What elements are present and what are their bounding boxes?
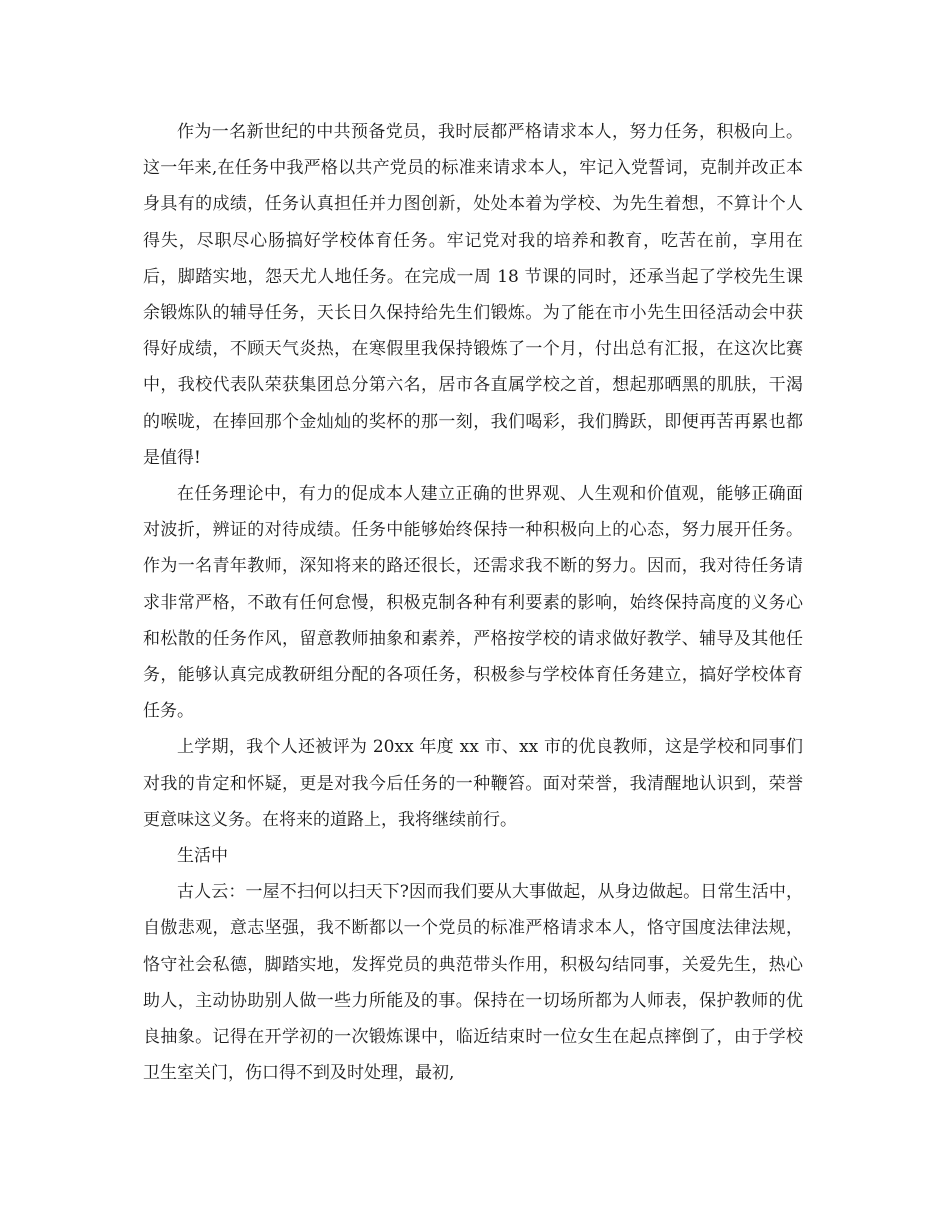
paragraph-3: 上学期，我个人还被评为 20xx 年度 xx 市、xx 市的优良教师，这是学校和同事们对我的肯定和怀疑，更是对我今后任务的一种鞭笞。面对荣誉，我清醒地认识到，荣誉更意味这义务。在将来的道路上，我将继续前行。	[143, 737, 803, 830]
paragraph-4: 古人云：一屋不扫何以扫天下?因而我们要从大事做起，从身边做起。日常生活中，自傲悲观，意志坚强，我不断都以一个党员的标准严格请求本人，恪守国度法律法规，恪守社会私德，脚踏实地，发挥党员的典范带头作用，积极勾结同事，关爱先生，热心助人，主动协助别人做一些力所能及的事。保持在一切场所都为人师表，保护教师的优良抽象。记得在开学初的一次锻炼课中，临近结束时一位女生在起点摔倒了，由于学校卫生室关门，伤口得不到及时处理，最初,	[143, 882, 803, 1084]
paragraph-1: 作为一名新世纪的中共预备党员，我时辰都严格请求本人，努力任务，积极向上。这一年来,在任务中我严格以共产党员的标准来请求本人，牢记入党誓词，克制并改正本身具有的成绩，任务认真担任并力图创新，处处本着为学校、为先生着想，不算计个人得失，尽职尽心肠搞好学校体育任务。牢记党对我的培养和教育，吃苦在前，享用在后，脚踏实地，怨天尤人地任务。在完成一周 18 节课的同时，还承当起了学校先生课余锻炼队的辅导任务，天长日久保持给先生们锻炼。为了能在市小先生田径活动会中获得好成绩，不顾天气炎热，在寒假里我保持锻炼了一个月，付出总有汇报，在这次比赛中，我校代表队荣获集团总分第六名，居市各直属学校之首，想起那晒黑的肌肤，干渴的喉咙，在捧回那个金灿灿的奖杯的那一刻，我们喝彩，我们腾跃，即便再苦再累也都是值得!	[143, 122, 803, 468]
section-heading: 生活中	[177, 846, 228, 867]
paragraph-2: 在任务理论中，有力的促成本人建立正确的世界观、人生观和价值观，能够正确面对波折，辨证的对待成绩。任务中能够始终保持一种积极向上的心态，努力展开任务。作为一名青年教师，深知将来的路还很长，还需求我不断的努力。因而，我对待任务请求非常严格，不敢有任何怠慢，积极克制各种有利要素的影响，始终保持高度的义务心和松散的任务作风，留意教师抽象和素养，严格按学校的请求做好教学、辅导及其他任务，能够认真完成教研组分配的各项任务，积极参与学校体育任务建立，搞好学校体育任务。	[143, 484, 803, 722]
document-body	[143, 114, 803, 1091]
